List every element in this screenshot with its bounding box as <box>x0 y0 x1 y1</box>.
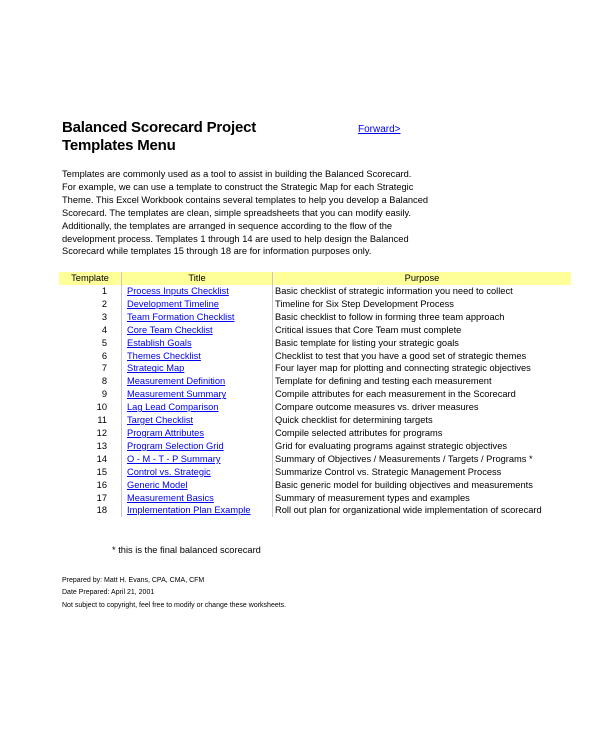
template-link[interactable]: Team Formation Checklist <box>127 311 235 322</box>
template-purpose: Summary of Objectives / Measurements / Targets / Programs * <box>275 453 533 464</box>
template-title-cell <box>122 440 273 453</box>
header-template: Template <box>59 272 122 285</box>
table-row <box>59 388 571 401</box>
template-purpose: Basic checklist to follow in forming three team approach <box>275 311 505 322</box>
template-link[interactable]: Target Checklist <box>127 415 194 426</box>
page-title <box>62 119 302 155</box>
table-row <box>59 492 571 505</box>
template-number: 3 <box>101 311 107 322</box>
table-row <box>59 375 571 388</box>
template-number: 18 <box>96 505 107 516</box>
template-link[interactable]: Establish Goals <box>127 337 192 348</box>
template-purpose: Four layer map for plotting and connecting strategic objectives <box>275 363 531 374</box>
template-title-cell <box>122 350 273 363</box>
template-purpose: Compile attributes for each measurement in the Scorecard <box>275 389 516 400</box>
template-number: 16 <box>96 479 107 490</box>
template-title-cell <box>122 414 273 427</box>
template-purpose: Summary of measurement types and examples <box>275 492 470 503</box>
template-link[interactable]: Measurement Summary <box>127 389 227 400</box>
template-title-cell <box>122 285 273 298</box>
title-line-1: Balanced Scorecard Project <box>62 119 257 136</box>
intro-line: For example, we can use a template to construct the Strategic Map for each Strategic <box>62 181 414 192</box>
table-row <box>59 285 571 298</box>
template-number: 11 <box>97 415 107 426</box>
template-title-cell <box>122 401 273 414</box>
footnote: * this is the final balanced scorecard <box>112 545 261 555</box>
table-row <box>59 401 571 414</box>
template-link[interactable]: Core Team Checklist <box>127 324 213 335</box>
table-row <box>59 350 571 363</box>
template-title-cell <box>122 375 273 388</box>
table-row <box>59 298 571 311</box>
template-link[interactable]: Control vs. Strategic <box>127 466 211 477</box>
template-title-cell <box>122 388 273 401</box>
template-link[interactable]: Process Inputs Checklist <box>127 286 229 296</box>
template-link[interactable]: Measurement Definition <box>127 376 226 387</box>
intro-line: Scorecard while templates 15 through 18 are for information purposes only. <box>62 246 372 257</box>
table-row <box>59 504 571 517</box>
table-row <box>59 479 571 492</box>
template-title-cell <box>122 311 273 324</box>
template-link[interactable]: Measurement Basics <box>127 492 214 503</box>
template-link[interactable]: Implementation Plan Example <box>127 505 251 516</box>
title-line-2: Templates Menu <box>62 137 176 154</box>
footer <box>62 575 286 612</box>
template-purpose: Basic template for listing your strategic goals <box>275 337 459 348</box>
template-number: 12 <box>96 427 107 438</box>
template-number: 7 <box>101 363 107 374</box>
template-title-cell <box>122 466 273 479</box>
template-title-cell <box>122 453 273 466</box>
template-link[interactable]: Themes Checklist <box>127 350 201 361</box>
date-prepared: Date Prepared: April 21, 2001 <box>62 589 155 597</box>
template-number: 13 <box>96 440 107 451</box>
template-number: 10 <box>96 402 107 413</box>
table-row <box>59 324 571 337</box>
template-title-cell <box>122 479 273 492</box>
intro-paragraph <box>62 168 482 258</box>
template-number: 4 <box>101 324 107 335</box>
table-row <box>59 440 571 453</box>
template-purpose: Grid for evaluating programs against strategic objectives <box>275 440 508 451</box>
template-purpose: Compare outcome measures vs. driver measures <box>275 402 479 413</box>
table-header-row <box>59 272 571 285</box>
template-number: 6 <box>101 350 107 361</box>
intro-line: Additionally, the templates are arranged in sequence according to the flow of the <box>62 220 393 231</box>
template-title-cell <box>122 504 273 517</box>
table-row <box>59 427 571 440</box>
template-link[interactable]: Program Selection Grid <box>127 440 224 451</box>
intro-line: Scorecard. The templates are clean, simple spreadsheets that you can modify easily. <box>62 207 411 218</box>
forward-link[interactable]: Forward> <box>358 124 401 135</box>
template-purpose: Compile selected attributes for programs <box>275 427 443 438</box>
template-number: 9 <box>101 389 107 400</box>
template-link[interactable]: Lag Lead Comparison <box>127 402 219 413</box>
template-purpose: Basic generic model for building objectives and measurements <box>275 479 533 490</box>
intro-line: Templates are commonly used as a tool to assist in building the Balanced Scorecard. <box>62 169 412 179</box>
copyright-note: Not subject to copyright, feel free to modify or change these worksheets. <box>62 601 287 609</box>
table-row <box>59 311 571 324</box>
template-number: 15 <box>96 466 107 477</box>
template-purpose: Critical issues that Core Team must complete <box>275 324 462 335</box>
template-title-cell <box>122 362 273 375</box>
template-purpose: Template for defining and testing each measurement <box>275 376 492 387</box>
template-purpose: Summarize Control vs. Strategic Management Process <box>275 466 502 477</box>
template-purpose: Timeline for Six Step Development Process <box>275 298 454 309</box>
template-title-cell <box>122 298 273 311</box>
template-title-cell <box>122 492 273 505</box>
header-purpose: Purpose <box>273 272 572 285</box>
table-row <box>59 337 571 350</box>
template-title-cell <box>122 324 273 337</box>
template-number: 14 <box>96 453 107 464</box>
template-number: 2 <box>101 298 107 309</box>
template-link[interactable]: Strategic Map <box>127 363 185 374</box>
table-row <box>59 453 571 466</box>
template-number: 1 <box>101 286 107 296</box>
prepared-by: Prepared by: Matt H. Evans, CPA, CMA, CFM <box>62 577 205 584</box>
table-row <box>59 362 571 375</box>
template-purpose: Checklist to test that you have a good set of strategic themes <box>275 350 527 361</box>
template-link[interactable]: Development Timeline <box>127 298 219 309</box>
template-purpose: Basic checklist of strategic information you need to collect <box>275 286 513 296</box>
template-purpose: Roll out plan for organizational wide implementation of scorecard <box>275 505 542 516</box>
template-link[interactable]: Generic Model <box>127 479 188 490</box>
templates-table <box>59 272 571 517</box>
table-row <box>59 466 571 479</box>
template-number: 8 <box>101 376 107 387</box>
intro-line: development process. Templates 1 through 14 are used to help design the Balanced <box>62 233 409 244</box>
template-title-cell <box>122 427 273 440</box>
template-purpose: Quick checklist for determining targets <box>275 415 433 426</box>
template-title-cell <box>122 337 273 350</box>
intro-line: Theme. This Excel Workbook contains several templates to help you develop a Balanced <box>62 194 429 205</box>
template-link[interactable]: Program Attributes <box>127 427 204 438</box>
template-link[interactable]: O - M - T - P Summary <box>127 453 221 464</box>
table-row <box>59 414 571 427</box>
template-number: 5 <box>101 337 107 348</box>
template-number: 17 <box>96 492 107 503</box>
header-title: Title <box>122 272 273 285</box>
